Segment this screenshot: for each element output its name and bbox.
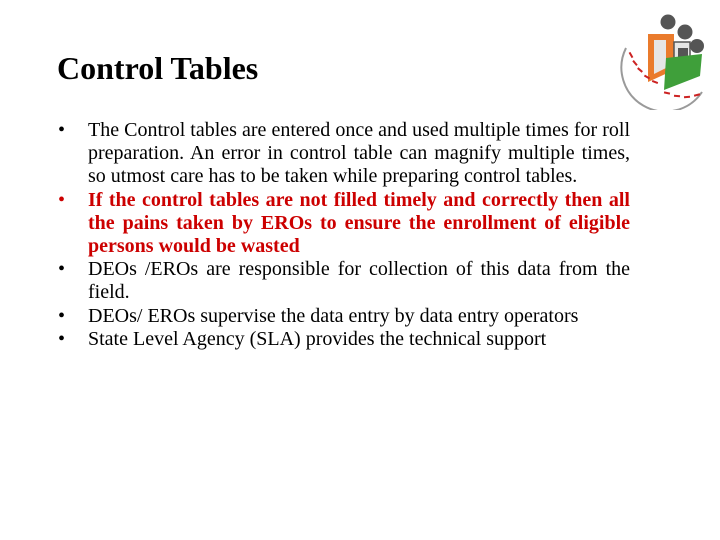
bullet-marker: • [58, 304, 66, 327]
bullet-text: State Level Agency (SLA) provides the technical support [88, 327, 547, 350]
bullet-marker: • [58, 258, 66, 281]
bullet-marker: • [58, 119, 66, 141]
bullet-marker: • [58, 188, 66, 211]
bullet-text: DEOs /EROs are responsible for collection of this data from the field. [88, 258, 630, 304]
bullet-text: The Control tables are entered once and used multiple times for roll preparation. An error in control table can magnify multiple times, so utmost care has to be taken while preparing control tables. [88, 119, 630, 188]
slide-title: Control Tables [57, 50, 259, 86]
bullet-text: DEOs/ EROs supervise the data entry by data entry operators [88, 304, 579, 327]
bullet-marker: • [58, 327, 66, 350]
bullet-item-emphasis [58, 189, 630, 259]
bullet-list [58, 119, 630, 351]
bullet-text: If the control tables are not filled timely and correctly then all the pains taken by EROs to ensure the enrollment of eligible persons would be wasted [88, 188, 630, 258]
election-commission-logo-icon [604, 10, 716, 110]
bullet-item [58, 328, 630, 351]
bullet-item [58, 258, 630, 304]
bullet-item [58, 119, 630, 189]
bullet-item [58, 305, 630, 328]
logo-graphic [604, 10, 716, 110]
